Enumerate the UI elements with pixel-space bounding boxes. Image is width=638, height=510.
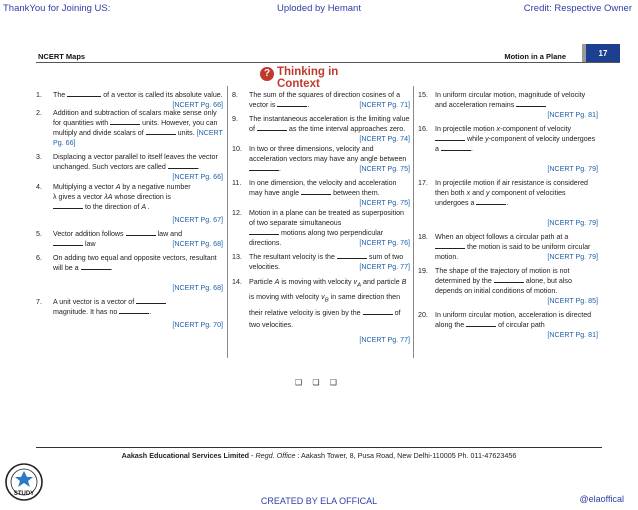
column-1: [36, 90, 223, 334]
question-text: Motion in a plane can be treated as superposition of two separate simultaneous: [249, 209, 404, 227]
answer-blank: [126, 229, 156, 236]
question-text: to the direction of: [84, 203, 140, 211]
ncert-reference: [NCERT Pg. 75]: [359, 165, 410, 173]
answer-blank: [53, 239, 83, 246]
ncert-reference: [NCERT Pg. 85]: [547, 297, 598, 305]
question-text: Addition and subtraction of scalars make sense only for quantities with: [53, 109, 217, 127]
column-2: [232, 90, 410, 350]
ncert-reference: [NCERT Pg. 79]: [547, 219, 598, 227]
question-text: as the time interval approaches zero.: [288, 125, 406, 133]
question-text: .: [279, 165, 281, 173]
question-number: 18.: [418, 233, 428, 241]
question-text: .: [197, 163, 200, 171]
vector-symbol: A .: [141, 203, 150, 211]
question-number: 4.: [36, 183, 42, 191]
question-text: In projectile motion: [435, 125, 495, 133]
question-text: is moving with velocity: [281, 278, 352, 286]
ncert-reference: [NCERT Pg. 70]: [172, 321, 223, 329]
question-text: the motion is said to be uniform circular motion.: [435, 243, 591, 261]
ncert-reference: [NCERT Pg. 77]: [359, 335, 410, 344]
ncert-reference: [NCERT Pg. 77]: [359, 263, 410, 271]
question-text: alone, but also depends on initial conditions of motion.: [435, 277, 572, 295]
ncert-reference: [NCERT Pg. 68]: [172, 284, 223, 292]
question-text: units.: [177, 129, 195, 137]
question-text: Particle: [249, 278, 273, 286]
question-15: [418, 90, 598, 120]
question-number: 11.: [232, 179, 242, 187]
answer-blank: [257, 124, 287, 131]
question-text: whose direction is: [114, 193, 171, 201]
question-text: The sum of the squares of direction cosines of a vector is: [249, 91, 401, 109]
question-text: In uniform circular motion, acceleration is directed along the: [435, 311, 592, 329]
answer-blank: [249, 164, 279, 171]
question-text: The: [53, 91, 66, 99]
question-number: 1.: [36, 91, 42, 99]
banner-center-text: Uploded by Hemant: [277, 3, 361, 14]
question-number: 3.: [36, 153, 42, 161]
ncert-reference: [NCERT Pg. 81]: [547, 331, 598, 339]
answer-blank: [119, 307, 152, 316]
question-text: .: [470, 145, 473, 153]
end-marks: ❑ ❑ ❑: [295, 378, 341, 387]
question-text: In one dimension, the velocity and acceleration may have angle: [249, 179, 397, 197]
variable-symbol: B: [401, 278, 407, 286]
question-number: 10.: [232, 145, 242, 153]
question-19: [418, 266, 598, 306]
question-text: The shape of the trajectory of motion is not determined by the: [435, 267, 570, 285]
question-text: The instantaneous acceleration is the limiting value of: [249, 115, 410, 133]
question-number: 2.: [36, 109, 42, 117]
ncert-reference: [NCERT Pg. 79]: [547, 165, 598, 173]
book-title: NCERT Maps: [38, 52, 86, 61]
ncert-reference: [NCERT Pg. 76]: [359, 239, 410, 247]
answer-blank: [277, 100, 310, 109]
ncert-reference: [NCERT Pg. 74]: [359, 135, 410, 143]
question-number: 5.: [36, 230, 42, 238]
answer-blank: [516, 100, 546, 107]
question-number: 12.: [232, 209, 242, 217]
question-20: [418, 310, 598, 340]
question-11: [232, 178, 410, 207]
question-text: of circular path: [498, 321, 545, 329]
answer-blank: [435, 242, 465, 249]
page-number: 17: [582, 44, 620, 62]
question-text: -component of velocity: [500, 125, 572, 133]
velocity-symbol: v: [353, 278, 358, 286]
footer-rule: [36, 447, 602, 448]
answer-blank: [110, 118, 140, 125]
question-number: 9.: [232, 115, 238, 123]
footer-address-text: : Aakash Tower, 8, Pusa Road, New Delhi-110005 Ph. 011-47623456: [295, 451, 517, 460]
question-text: law: [84, 240, 96, 248]
velocity-symbol: v: [321, 293, 325, 302]
question-text: and particle: [363, 278, 400, 286]
question-number: 15.: [418, 91, 428, 99]
ncert-reference: [NCERT Pg. 79]: [547, 253, 598, 261]
question-12: [232, 208, 410, 248]
question-number: 7.: [36, 298, 42, 306]
question-text: A unit vector is a vector of: [53, 298, 135, 306]
social-handle: @elaoffical: [579, 494, 624, 504]
ncert-reference: [NCERT Pg. 66]: [172, 101, 223, 109]
question-14: [232, 276, 410, 346]
vector-symbol: λA: [104, 193, 113, 201]
question-number: 19.: [418, 267, 428, 275]
question-5: [36, 229, 223, 249]
answer-blank: [301, 188, 331, 195]
answer-blank: [337, 252, 367, 259]
column-divider: [413, 86, 414, 358]
question-text: component of velocities undergoes a: [435, 189, 566, 207]
question-text: Displacing a vector parallel to itself leaves the vector unchanged. Such vectors are called: [53, 153, 218, 171]
question-number: 13.: [232, 253, 242, 261]
question-text: of a vector is called its absolute value.: [103, 91, 223, 99]
answer-blank: [136, 297, 166, 304]
ncert-reference: [NCERT Pg. 81]: [547, 111, 598, 119]
column-divider: [227, 86, 228, 358]
question-text: between them.: [333, 189, 380, 197]
question-16: [418, 124, 598, 174]
question-number: 17.: [418, 179, 428, 187]
variable-symbol: x: [466, 189, 471, 197]
question-number: 16.: [418, 125, 428, 133]
answer-blank: [53, 202, 83, 209]
question-text: Vector addition follows: [53, 230, 124, 238]
question-number: 6.: [36, 254, 42, 262]
variable-symbol: A: [274, 278, 280, 286]
created-by-text: CREATED BY ELA OFFICAL: [260, 496, 378, 506]
answer-blank: [466, 320, 496, 327]
velocity-subscript: B: [324, 297, 329, 304]
question-17: [418, 178, 598, 228]
chapter-title: Motion in a Plane: [504, 52, 566, 61]
question-text: sum of two velocities.: [249, 253, 404, 271]
top-banner: [0, 0, 638, 16]
question-text: units. However, you can multiply and divide scalars of: [53, 119, 218, 137]
ncert-reference: [NCERT Pg. 67]: [172, 216, 223, 224]
answer-blank: [81, 263, 111, 270]
answer-blank: [363, 308, 393, 315]
question-text: In two or three dimensions, velocity and acceleration vectors may have any angle between: [249, 145, 407, 163]
question-text: magnitude. It has no: [53, 308, 118, 316]
question-mark-icon: ?: [260, 67, 274, 81]
variable-symbol: y: [485, 189, 490, 197]
question-10: [232, 144, 410, 174]
question-text: while: [466, 135, 484, 143]
question-text: In uniform circular motion, magnitude of velocity and acceleration remains: [435, 91, 586, 109]
question-text: .: [506, 199, 509, 207]
velocity-subscript: A: [357, 282, 362, 289]
question-3: [36, 152, 223, 181]
question-text: law and: [157, 230, 183, 238]
question-text: in same direction then their relative velocity is given by the: [249, 293, 401, 317]
question-text: When an object follows a circular path at a: [435, 233, 569, 241]
ncert-reference: [NCERT Pg. 75]: [359, 199, 410, 207]
variable-symbol: y: [485, 135, 489, 143]
question-text: is moving with velocity: [249, 293, 320, 302]
question-text: .: [110, 264, 113, 272]
banner-right-text: Credit: Respective Owner: [523, 3, 632, 14]
question-text: On adding two equal and opposite vectors, resultant will be a: [53, 254, 217, 272]
question-text: .: [307, 101, 310, 109]
question-8: [232, 90, 410, 110]
footer-address: [0, 451, 638, 460]
variable-symbol: x: [496, 125, 501, 133]
answer-blank: [146, 128, 176, 135]
question-text: motions along two perpendicular directions.: [249, 229, 384, 247]
footer-separator: -: [249, 451, 256, 460]
question-text: by a negative number: [122, 183, 191, 191]
column-3: [418, 90, 598, 344]
svg-text:STUDY: STUDY: [13, 491, 35, 497]
question-text: -component of velocity undergoes a: [435, 135, 596, 153]
vector-symbol: A: [115, 183, 121, 191]
question-number: 20.: [418, 311, 428, 319]
answer-blank: [441, 144, 471, 151]
question-text: of two velocities.: [249, 308, 401, 329]
question-9: [232, 114, 410, 143]
question-text: In projectile motion if air resistance is considered then both: [435, 179, 588, 197]
answer-blank: [476, 198, 509, 207]
question-1: [36, 90, 223, 109]
question-13: [232, 252, 410, 272]
question-text: The resultant velocity is the: [249, 253, 335, 261]
question-text: .: [149, 308, 152, 316]
question-text: Multiplying a vector: [53, 183, 114, 191]
footer-office-label: Regd. Office: [255, 451, 296, 460]
question-text: and: [472, 189, 484, 197]
section-title-text: Thinking in Context: [277, 66, 339, 90]
banner-left-text: ThankYou for Joining US:: [3, 3, 111, 14]
answer-blank: [435, 134, 465, 141]
footer-company: Aakash Educational Services Limited: [121, 451, 250, 460]
ncert-reference: [NCERT Pg. 68]: [172, 240, 223, 248]
answer-blank: [494, 276, 524, 283]
question-text: λ gives a vector: [53, 193, 103, 201]
ncert-reference: [NCERT Pg. 66]: [172, 173, 223, 181]
question-number: 14.: [232, 278, 242, 286]
answer-blank: [249, 228, 279, 235]
question-7: [36, 297, 223, 330]
header-rule: [36, 62, 620, 63]
ncert-reference: [NCERT Pg. 66]: [53, 129, 223, 147]
question-2: [36, 108, 223, 148]
question-4: [36, 182, 223, 225]
question-6: [36, 253, 223, 293]
question-18: [418, 232, 598, 262]
section-title: [260, 66, 380, 90]
ncert-reference: [NCERT Pg. 71]: [359, 101, 410, 109]
answer-blank: [168, 162, 198, 169]
answer-blank: [67, 90, 101, 97]
question-number: 8.: [232, 91, 238, 99]
